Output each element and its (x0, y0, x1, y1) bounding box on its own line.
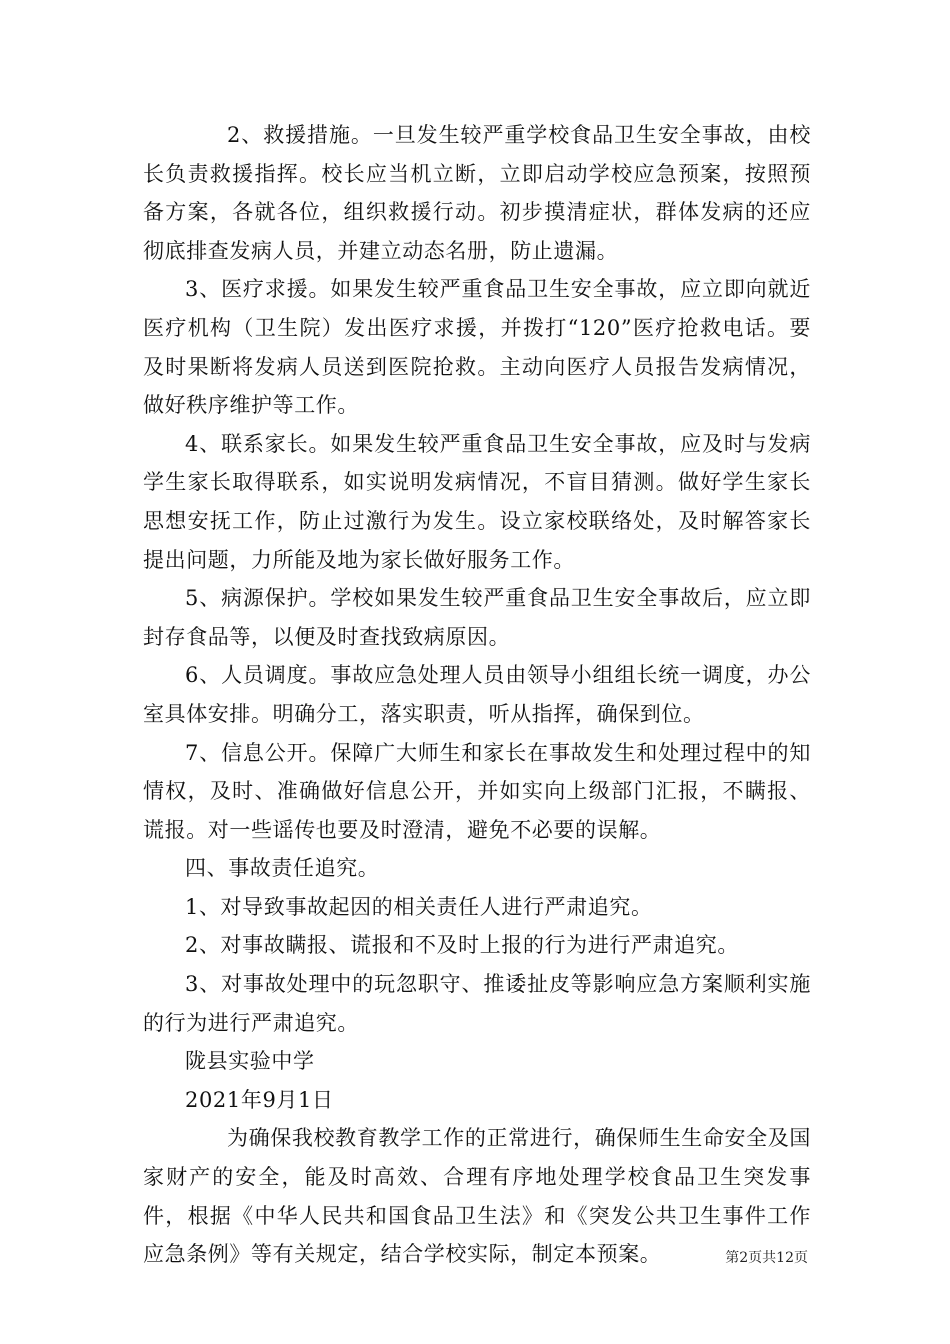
signature-school-name: 陇县实验中学 (185, 1049, 315, 1074)
paragraph-rescue-measures: 2、救援措施。一旦发生较严重学校食品卫生安全事故，由校长负责救援指挥。校长应当机立断，立即启动学校应急预案，按照预备方案，各就各位，组织救援行动。初步摸清症状，群体发病的还应彻底排查发病人员，并建立动态名册，防止遗漏。 (143, 123, 811, 263)
paragraph-accountability-1: 1、对导致事故起因的相关责任人进行严肃追究。 (185, 894, 653, 919)
paragraph-preamble: 为确保我校教育教学工作的正常进行，确保师生生命安全及国家财产的安全，能及时高效、合理有序地处理学校食品卫生突发事件，根据《中华人民共和国食品卫生法》和《突发公共卫生事件工作应急条例》等有关规定，结合学校实际，制定本预案。 (143, 1126, 811, 1267)
page-number-footer: 第2页共12页 (725, 1250, 808, 1266)
paragraph-contact-parents: 4、联系家长。如果发生较严重食品卫生安全事故，应及时与发病学生家长取得联系，如实说明发病情况，不盲目猜测。做好学生家长思想安抚工作，防止过激行为发生。设立家校联络处，及时解答家长提出问题，力所能及地为家长做好服务工作。 (143, 431, 811, 572)
paragraph-source-protection: 5、病源保护。学校如果发生较严重食品卫生安全事故后，应立即封存食品等，以便及时查找致病原因。 (143, 586, 811, 649)
paragraph-medical-aid: 3、医疗求援。如果发生较严重食品卫生安全事故，应立即向就近医疗机构（卫生院）发出医疗求援，并拨打“120”医疗抢救电话。要及时果断将发病人员送到医院抢救。主动向医疗人员报告发病情况，做好秩序维护等工作。 (143, 277, 811, 418)
document-body (143, 116, 811, 1274)
section-heading-accountability: 四、事故责任追究。 (185, 856, 380, 881)
signature-date: 2021年9月1日 (185, 1087, 334, 1112)
paragraph-accountability-3: 3、对事故处理中的玩忽职守、推诿扯皮等影响应急方案顺利实施的行为进行严肃追究。 (143, 972, 811, 1035)
paragraph-information-disclosure: 7、信息公开。保障广大师生和家长在事故发生和处理过程中的知情权，及时、准确做好信息公开，并如实向上级部门汇报，不瞒报、谎报。对一些谣传也要及时澄清，避免不必要的误解。 (143, 740, 811, 842)
paragraph-personnel-dispatch: 6、人员调度。事故应急处理人员由领导小组组长统一调度，办公室具体安排。明确分工，落实职责，听从指挥，确保到位。 (143, 663, 811, 726)
paragraph-accountability-2: 2、对事故瞒报、谎报和不及时上报的行为进行严肃追究。 (185, 933, 739, 958)
